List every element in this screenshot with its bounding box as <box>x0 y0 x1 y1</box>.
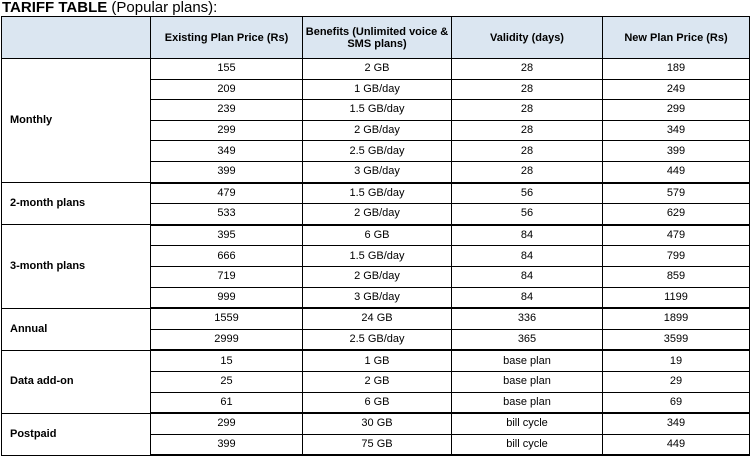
table-row <box>2 308 750 329</box>
benefits-cell: 1.5 GB/day <box>303 183 452 204</box>
existing-price-cell: 209 <box>151 79 303 100</box>
new-price-cell: 249 <box>603 79 750 100</box>
new-price-cell: 859 <box>603 266 750 287</box>
validity-cell: 56 <box>452 183 603 204</box>
new-price-cell: 349 <box>603 120 750 141</box>
validity-cell: 84 <box>452 246 603 267</box>
benefits-cell: 2 GB <box>303 59 452 80</box>
category-cell: Annual <box>2 308 151 350</box>
benefits-cell: 2 GB/day <box>303 120 452 141</box>
category-cell: 3-month plans <box>2 225 151 308</box>
category-cell: Data add-on <box>2 350 151 413</box>
validity-cell: 365 <box>452 329 603 350</box>
validity-cell: 28 <box>452 141 603 162</box>
category-cell: Monthly <box>2 59 151 183</box>
benefits-cell: 2 GB/day <box>303 204 452 225</box>
existing-price-cell: 25 <box>151 371 303 392</box>
new-price-cell: 1199 <box>603 287 750 308</box>
new-price-cell: 19 <box>603 350 750 371</box>
existing-price-cell: 399 <box>151 161 303 182</box>
benefits-cell: 30 GB <box>303 413 452 434</box>
table-row <box>2 183 750 204</box>
new-price-cell: 349 <box>603 413 750 434</box>
new-price-cell: 299 <box>603 100 750 121</box>
validity-cell: 28 <box>452 59 603 80</box>
benefits-cell: 75 GB <box>303 434 452 455</box>
benefits-cell: 2.5 GB/day <box>303 329 452 350</box>
existing-price-cell: 999 <box>151 287 303 308</box>
benefits-cell: 6 GB <box>303 392 452 413</box>
benefits-cell: 2 GB/day <box>303 266 452 287</box>
validity-cell: bill cycle <box>452 434 603 455</box>
header-benefits: Benefits (Unlimited voice & SMS plans) <box>303 17 452 59</box>
existing-price-cell: 155 <box>151 59 303 80</box>
title-bold: TARIFF TABLE <box>2 0 108 16</box>
validity-cell: base plan <box>452 371 603 392</box>
validity-cell: 84 <box>452 266 603 287</box>
header-validity: Validity (days) <box>452 17 603 59</box>
existing-price-cell: 299 <box>151 413 303 434</box>
benefits-cell: 2 GB <box>303 371 452 392</box>
title-rest: (Popular plans): <box>107 0 218 16</box>
page-title <box>2 0 217 16</box>
category-cell: 2-month plans <box>2 183 151 225</box>
existing-price-cell: 666 <box>151 246 303 267</box>
new-price-cell: 189 <box>603 59 750 80</box>
category-cell: Postpaid <box>2 413 151 455</box>
existing-price-cell: 479 <box>151 183 303 204</box>
new-price-cell: 799 <box>603 246 750 267</box>
table-row <box>2 413 750 434</box>
existing-price-cell: 15 <box>151 350 303 371</box>
benefits-cell: 1 GB <box>303 350 452 371</box>
existing-price-cell: 399 <box>151 434 303 455</box>
new-price-cell: 449 <box>603 434 750 455</box>
table-row <box>2 225 750 246</box>
existing-price-cell: 395 <box>151 225 303 246</box>
tariff-table <box>1 16 750 456</box>
benefits-cell: 1 GB/day <box>303 79 452 100</box>
validity-cell: base plan <box>452 350 603 371</box>
benefits-cell: 6 GB <box>303 225 452 246</box>
existing-price-cell: 2999 <box>151 329 303 350</box>
validity-cell: bill cycle <box>452 413 603 434</box>
existing-price-cell: 1559 <box>151 308 303 329</box>
benefits-cell: 24 GB <box>303 308 452 329</box>
validity-cell: 28 <box>452 100 603 121</box>
benefits-cell: 1.5 GB/day <box>303 100 452 121</box>
new-price-cell: 629 <box>603 204 750 225</box>
benefits-cell: 2.5 GB/day <box>303 141 452 162</box>
new-price-cell: 479 <box>603 225 750 246</box>
new-price-cell: 1899 <box>603 308 750 329</box>
benefits-cell: 3 GB/day <box>303 287 452 308</box>
existing-price-cell: 719 <box>151 266 303 287</box>
validity-cell: 336 <box>452 308 603 329</box>
new-price-cell: 449 <box>603 161 750 182</box>
validity-cell: 28 <box>452 79 603 100</box>
benefits-cell: 3 GB/day <box>303 161 452 182</box>
new-price-cell: 579 <box>603 183 750 204</box>
tariff-body <box>2 59 750 456</box>
new-price-cell: 69 <box>603 392 750 413</box>
table-row <box>2 350 750 371</box>
validity-cell: 28 <box>452 161 603 182</box>
existing-price-cell: 299 <box>151 120 303 141</box>
validity-cell: 84 <box>452 287 603 308</box>
existing-price-cell: 239 <box>151 100 303 121</box>
validity-cell: 56 <box>452 204 603 225</box>
new-price-cell: 399 <box>603 141 750 162</box>
validity-cell: 28 <box>452 120 603 141</box>
header-new-price: New Plan Price (Rs) <box>603 17 750 59</box>
existing-price-cell: 533 <box>151 204 303 225</box>
validity-cell: base plan <box>452 392 603 413</box>
validity-cell: 84 <box>452 225 603 246</box>
table-row <box>2 59 750 80</box>
header-row <box>2 17 750 59</box>
new-price-cell: 29 <box>603 371 750 392</box>
header-existing-price: Existing Plan Price (Rs) <box>151 17 303 59</box>
existing-price-cell: 61 <box>151 392 303 413</box>
benefits-cell: 1.5 GB/day <box>303 246 452 267</box>
header-category <box>2 17 151 59</box>
new-price-cell: 3599 <box>603 329 750 350</box>
existing-price-cell: 349 <box>151 141 303 162</box>
